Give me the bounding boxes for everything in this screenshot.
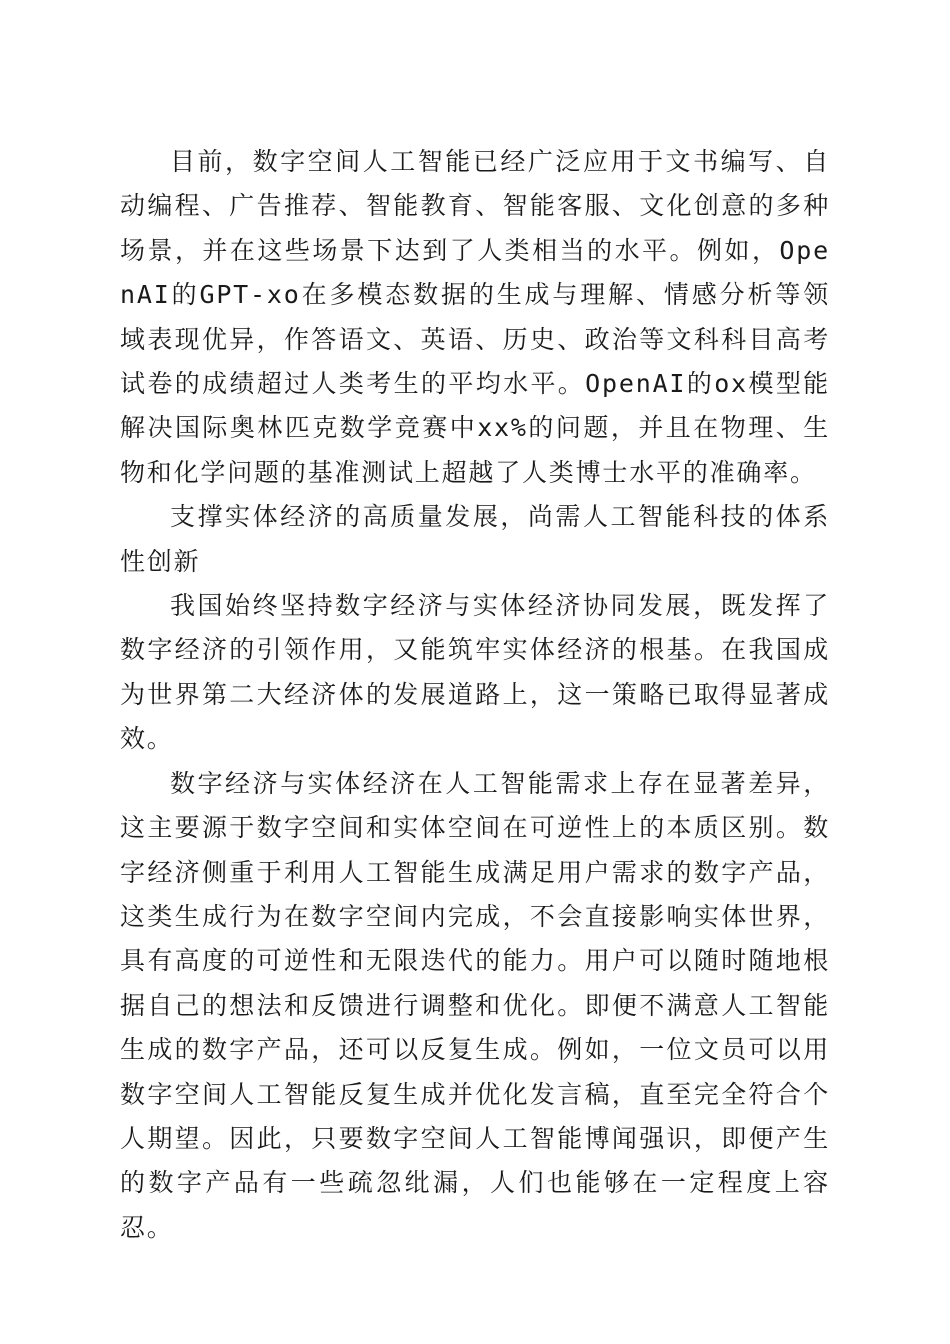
paragraph-digital-real-economy: 我国始终坚持数字经济与实体经济协同发展，既发挥了数字经济的引领作用，又能筑牢实体经济的根基。在我国成为世界第二大经济体的发展道路上，这一策略已取得显著成效。 [120, 591, 830, 754]
paragraph-section-heading: 支撑实体经济的高质量发展，尚需人工智能科技的体系性创新 [120, 502, 830, 576]
paragraph-ai-applications: 目前，数字空间人工智能已经广泛应用于文书编写、自动编程、广告推荐、智能教育、智能客服、文化创意的多种场景，并在这些场景下达到了人类相当的水平。例如，OpenAI的GPT-xo在多模态数据的生成与理解、情感分析等领域表现优异，作答语文、英语、历史、政治等文科科目高考试卷的成绩超过人类考生的平均水平。OpenAI的ox模型能解决国际奥林匹克数学竞赛中xx%的问题，并且在物理、生物和化学问题的基准测试上超越了人类博士水平的准确率。 [120, 147, 830, 487]
document-page [120, 140, 830, 1250]
paragraph-reversibility: 数字经济与实体经济在人工智能需求上存在显著差异，这主要源于数字空间和实体空间在可逆性上的本质区别。数字经济侧重于利用人工智能生成满足用户需求的数字产品，这类生成行为在数字空间内完成，不会直接影响实体世界，具有高度的可逆性和无限迭代的能力。用户可以随时随地根据自己的想法和反馈进行调整和优化。即便不满意人工智能生成的数字产品，还可以反复生成。例如，一位文员可以用数字空间人工智能反复生成并优化发言稿，直至完全符合个人期望。因此，只要数字空间人工智能博闻强识，即便产生的数字产品有一些疏忽纰漏，人们也能够在一定程度上容忍。 [120, 768, 830, 1242]
